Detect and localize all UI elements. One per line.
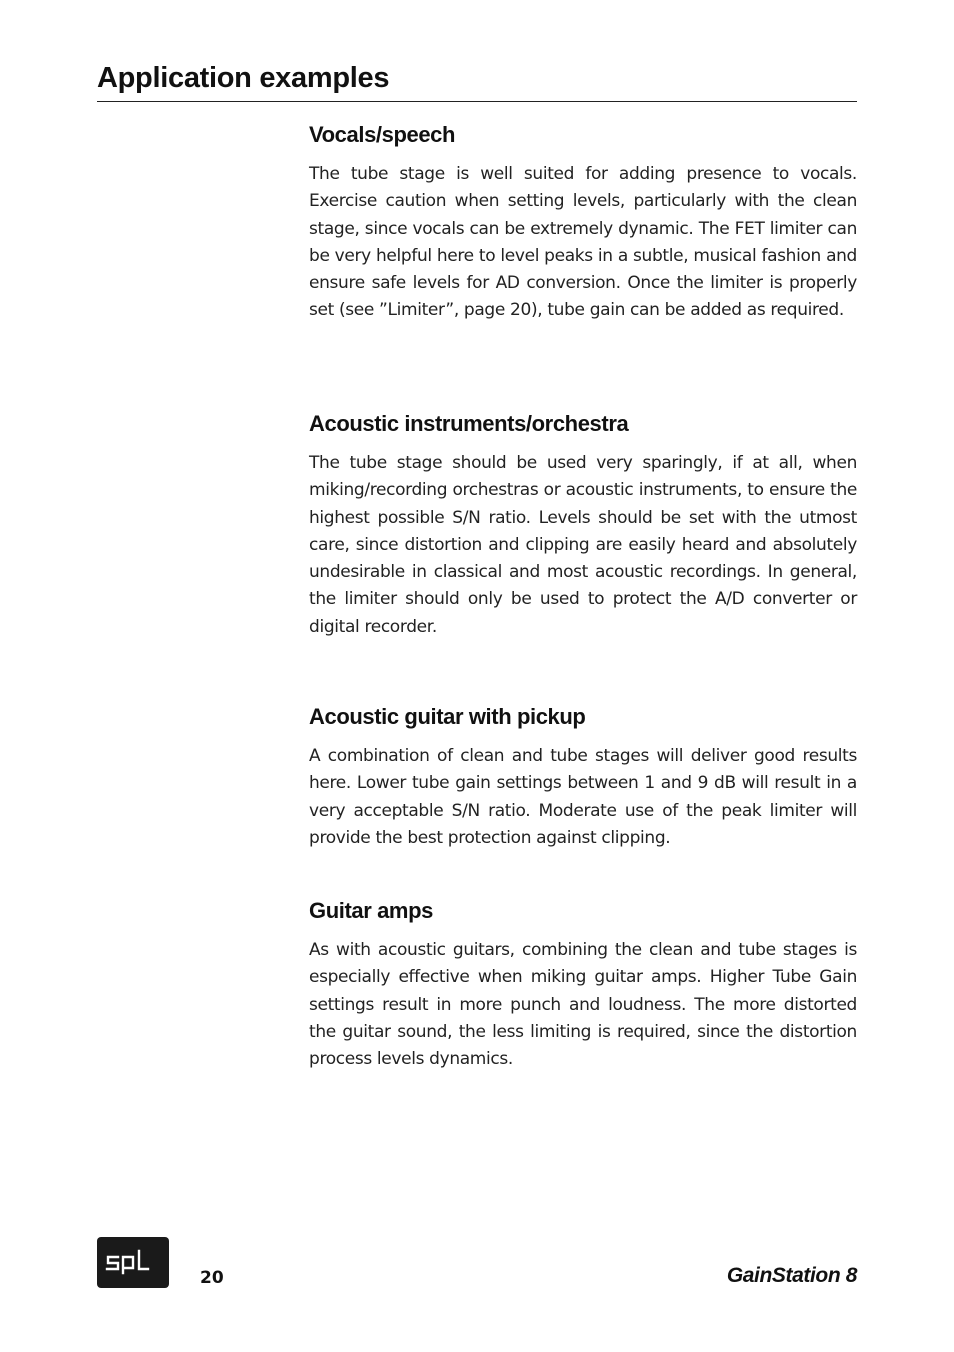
section-heading: Guitar amps [309,898,433,923]
section-acoustic-instruments [309,410,857,641]
spl-logo [97,1237,169,1288]
section-guitar-amps [309,897,857,1073]
spl-logo-mark [97,1237,169,1288]
section-acoustic-guitar [309,703,857,852]
section-vocals-speech [309,121,857,325]
page-number: 20 [200,1268,224,1288]
section-body: As with acoustic guitars, combining the clean and tube stages is especially effective when miking guitar amps. Higher Tube Gain settings result in more punch and loudness. The more distorted the guitar sound, the less limiting is required, since the distortion process levels dynamics. [309,940,857,1070]
section-body: The tube stage should be used very sparingly, if at all, when miking/recording orchestras or acoustic instruments, to ensure the highest possible S/N ratio. Levels should be set with the utmost care, since distortion and clipping are easily heard and absolutely undesirable in classical and most acoustic recordings. In general, the limiter should only be used to protect the A/D converter or digital recorder. [309,453,857,637]
section-heading: Vocals/speech [309,122,456,147]
title-divider [97,101,857,102]
page-title: Application examples [97,62,390,94]
footer-product-name: GainStation 8 [726,1264,857,1287]
section-heading: Acoustic guitar with pickup [309,704,586,729]
section-body: A combination of clean and tube stages will deliver good results here. Lower tube gain settings between 1 and 9 dB will result in a very acceptable S/N ratio. Moderate use of the peak limiter will provide the best protection against clipping. [309,746,857,848]
section-heading: Acoustic instruments/orchestra [309,411,629,436]
section-body: The tube stage is well suited for adding presence to vocals. Exercise caution when setting levels, particularly with the clean stage, since vocals can be extremely dynamic. The FET limiter can be very helpful here to level peaks in a subtle, musical fashion and ensure safe levels for AD conversion. Once the limiter is properly set (see ”Limiter”, page 20), tube gain can be added as required. [309,164,857,321]
